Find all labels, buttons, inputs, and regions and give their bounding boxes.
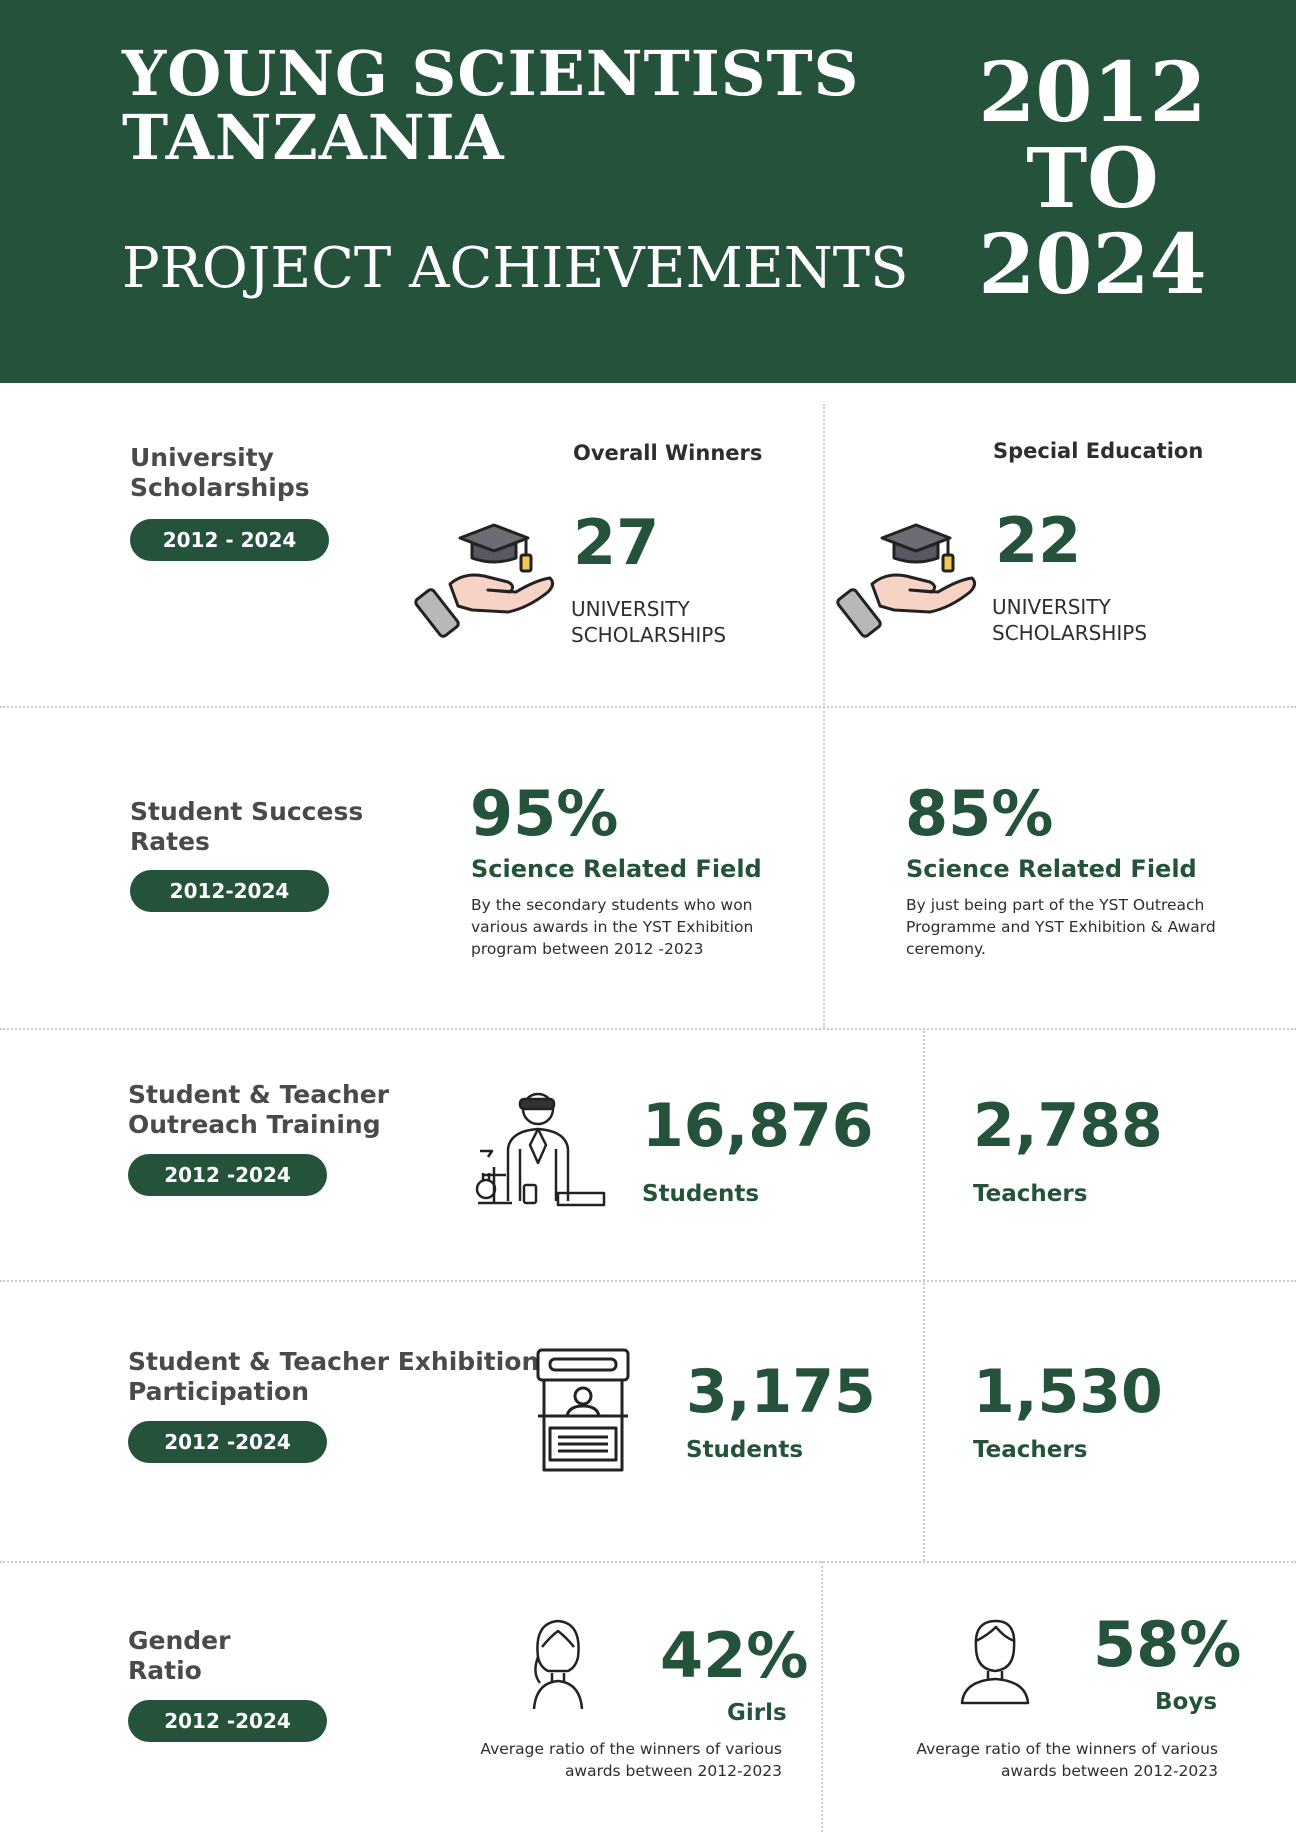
special-education-heading: Special Education [993,439,1204,463]
special-scholarships-value: 22 [995,504,1082,577]
page-title: YOUNG SCIENTISTS TANZANIA [122,37,860,174]
year-range: 2012 TO 2024 [978,45,1207,313]
period-badge: 2012 -2024 [128,1700,327,1742]
divider [0,1561,1296,1563]
scientist-lab-icon [472,1085,607,1207]
outreach-teachers-label: Teachers [973,1181,1088,1207]
period-badge: 2012 - 2024 [130,519,329,561]
divider [821,1561,823,1832]
divider [0,1028,1296,1030]
header-banner [0,0,1296,383]
success-rate-right-field: Science Related Field [906,855,1197,883]
divider [923,1028,925,1561]
page-subtitle: PROJECT ACHIEVEMENTS [122,236,909,301]
exhibition-students-label: Students [686,1437,804,1463]
period-badge: 2012 -2024 [128,1154,327,1196]
exhibition-teachers-label: Teachers [973,1437,1088,1463]
outreach-teachers-value: 2,788 [973,1091,1163,1161]
section-title-scholarships: University Scholarships [130,443,310,502]
outreach-students-label: Students [642,1181,760,1207]
girls-desc: Average ratio of the winners of various awards between 2012-2023 [480,1740,782,1780]
divider [823,404,825,1028]
success-rate-left-field: Science Related Field [471,855,762,883]
success-rate-right-value: 85% [905,777,1054,850]
exhibition-students-value: 3,175 [686,1357,876,1427]
boys-label: Boys [1155,1689,1218,1715]
girls-percentage: 42% [660,1619,809,1692]
divider [0,706,1296,708]
period-badge: 2012 -2024 [128,1421,327,1463]
overall-winners-heading: Overall Winners [573,441,763,465]
boy-avatar-icon [958,1617,1032,1706]
section-title-gender: Gender Ratio [128,1626,231,1685]
period-badge: 2012-2024 [130,870,329,912]
section-title-exhibition: Student & Teacher Exhibition Participation [128,1347,540,1406]
girls-label: Girls [727,1700,787,1726]
section-title-outreach: Student & Teacher Outreach Training [128,1080,390,1139]
graduation-cap-hand-icon [846,520,982,632]
success-rate-right-desc: By just being part of the YST Outreach Programme and YST Exhibition & Award ceremony. [906,896,1216,958]
overall-scholarships-value: 27 [573,506,660,579]
boys-percentage: 58% [1093,1608,1242,1681]
girl-avatar-icon [528,1617,588,1712]
divider [0,1280,1296,1282]
outreach-students-value: 16,876 [642,1091,874,1161]
graduation-cap-hand-icon [424,520,560,632]
overall-scholarships-label: UNIVERSITY SCHOLARSHIPS [571,597,727,647]
exhibition-booth-icon [536,1348,630,1475]
special-scholarships-label: UNIVERSITY SCHOLARSHIPS [992,595,1148,645]
exhibition-teachers-value: 1,530 [973,1357,1163,1427]
section-title-success: Student Success Rates [130,797,364,856]
success-rate-left-value: 95% [470,777,619,850]
success-rate-left-desc: By the secondary students who won various awards in the YST Exhibition program between 2012 -2023 [471,896,754,958]
boys-desc: Average ratio of the winners of various awards between 2012-2023 [916,1740,1218,1780]
